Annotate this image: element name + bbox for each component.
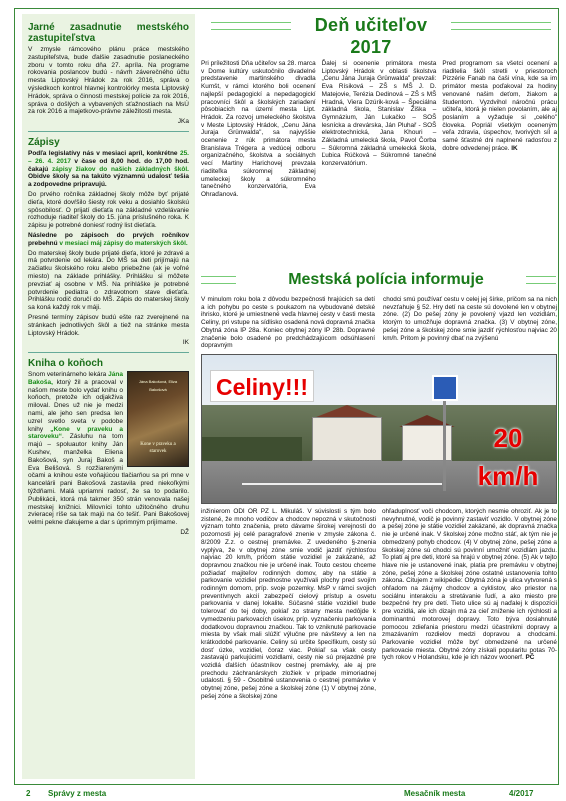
- police-col-2: chodci smú používať cestu v celej jej šírke, pričom sa na nich nevzťahuje § 52. Hry detí na ceste sú dovolené len v obytnej zóne. (2) Do pešej zóny je povolený vjazd len vozidlám, ktorým to umožňuje dopravná značka. (3) V obytnej zóne, pešej zóne a školskej zóne smie jazdiť rýchlosťou najviac 20 km/h. Pritom je povinný dbať na zvýšenú: [383, 296, 557, 342]
- photo-label-speed: 20 km/h: [477, 423, 539, 491]
- photo-label-celiny: Celiny!!!: [210, 370, 314, 402]
- police-title: Mestská polícia informuje: [288, 271, 484, 288]
- title-decoration: [201, 276, 236, 284]
- teachers-col-1: Pri príležitosti Dňa učiteľov sa 28. marca v Dome kultúry uskutočnilo divadelné predstavenie martinského divadla Kumšt, v rámci ktorého boli ocenení najlepší pedagogickí a nepedagogickí pracovníci škôl a školských zariadení pôsobiacich na území mesta Lipt. Hrádok. Za rozvoj umeleckého školstva v Meste Liptovský Hrádok, „Cenu Jána Juraja Grünwalda", sa najvyššie ocenenie z rúk primátora mesta Branislava Trégera a vedúcej odboru organizačného, školstva a sociálnych vecí Martiny Harichovej prevzala riaditeľka súkromnej základnej umeleckej školy a súkromného tanečného konzervatória, Eva Ohraďanová.: [201, 60, 316, 198]
- photo-house: [312, 417, 382, 461]
- enrollment-p4: Do materskej školy bude prijaté dieťa, ktoré je zdravé a má potvrdenie od lekára. Do MŠ sa deti prijímajú na začiatku školského roku alebo priebežne (ak je voľné miesto) na základe prihlášky. Prihlášku si môžete prevziať aj osobne v MŠ. Na prihláške je potrebné potvrdenie pediatra o zdravotnom stave dieťaťa. Prihlášku rodič doručí do MŠ. Zápis do materskej školy sa koná každý rok v máji.: [28, 249, 189, 312]
- teachers-col-2: Ďalej si ocenenie primátora mesta Liptovský Hrádok v oblasti školstva „Cenu Jána Juraja Grünwalda" prevzali: Eva Rísiková – ZŠ s MŠ J. D. Matejovie, Terézia Dedinová – ZŠ s MŠ Hradná, Viera Dzúrik-ková – Špeciálna základná škola, Stanislav Žiška – Gymnázium, Ján Lukačko – SOŠ lesnícka a drevárska, Ján Pluhař - SOŠ elektrotechnická, Jana Khouri – Základná umelecká škola, Pavol Čorba – Súkromná základná umelecká škola, Ľubica Rúčková – Súkromné tanečné konzervatórium.: [321, 60, 437, 168]
- enroll-intro-c: v čase od 8,00 hod. do 17,00 hod. čakajú: [28, 157, 189, 173]
- enrollment-p3: [28, 232, 189, 248]
- title-decoration: [211, 22, 291, 30]
- enroll-date: 25. – 26. 4. 2017: [28, 149, 189, 165]
- page-footer: [14, 786, 559, 801]
- enrollment-p2: Do prvého ročníka základnej školy môže byť prijaté dieťa, ktoré dovŕšilo šiesty rok veku a dosiahlo školskú spôsobilosť. O prijatí dieťaťa na základné vzdelávanie rozhoduje riaditeľ školy do 15. júna príslušného roka. K zápisu je potrebné doniesť rodný list dieťaťa.: [28, 190, 189, 230]
- footer-right-title: Mesačník mesta: [404, 789, 466, 798]
- enroll-p3-a: Následne po zápisoch do prvých ročníkov prebehnú: [28, 231, 189, 247]
- enroll-p3-b: v mesiaci máj zápisy do materských škôl.: [59, 239, 188, 247]
- enroll-intro-a: Podľa legislatívy nás v mesiaci apríl, konkrétne: [28, 149, 180, 157]
- separator: [28, 131, 189, 132]
- enroll-schools: zápisy žiakov do našich základných škôl.: [52, 165, 189, 173]
- footer-issue: 4/2017: [509, 789, 534, 798]
- police-bottom-col-2-text: ohľaduplnosť voči chodcom, ktorých nesmie ohroziť. Ak je to nevyhnutné, vodič je povinný zastaviť vozidlo. V obytnej zóne a pešej zóne je státie vozidiel zakázané, ak dopravná značka nie je určené inak. V školskej zóne možno stáť, ak tým nie je obmedzený pohyb chodcov. (4) V obytnej zóne, pešej zóne a školskej zóne sú chodci sú povinní umožniť vozidlám jazdu. To platí aj pre deti, ktoré sa hrajú v obytnej zóne. (5) Ak v tejto hlave nie je ustanovené inak, platia pre premávku v obytnej zóne, pešej zóne a školskej zóne ostatné ustanovenia tohto zákona. Citujem z wikipédie: Obytná zóna je ulica vytvorená s ohľadom na záujmy chodcov a cyklistov, ako priestor na sociálnu interakciu a stretávanie ľudí, a ako miesto pre bezpečné hry pre detí. Tieto ulice sú aj naďalej k dispozícii pre vozidlá, ale ich dizajn má za cieľ zníženie ich rýchlosti a dominantnú motorovej dopravy. Toto býva dosiahnuté pomocou zdieľania priestoru medzi účastníkmi dopravy a zmazávaním rozdielov medzi dopravou a chodcami. Parkovanie vozidiel môže byť obmedzené na určené parkovacie miesta. Obytné zóny získali popularitu potas 70-tych rokov v Holandsku, kde je ich názov woonerf.: [382, 508, 557, 662]
- photo-road-line: [242, 483, 442, 485]
- section-title-council: Jarné zasadnutie mestského zastupiteľstva: [28, 22, 189, 44]
- book-text-e: . Zásluhu na tom majú – spoluautor knihy Ján Kushev, manželka Eliena Bakošová, syn Juraj Bakoš a Eva Belišová. S rozžiarenými očami a knihou este voňajúcou tlačiarňou sa pri mne v kancelárii pani Bakošová zastavila pred niekoľkými týždňami. Malá upriamni radosť, že sa to podarilo. Publikácii, ktorá má takmer 350 strán venovala našej mestskej knižnici. Milovníci tohto užitočného druhu zvieracej ríše sa tak majú na čo tešiť. Pani Bakošovej velmi pekne ďakujeme a dar s úprimným prijímame.: [28, 433, 189, 527]
- enrollment-signature: IK: [182, 339, 189, 347]
- police-article-bottom: [201, 508, 557, 701]
- teachers-col-3-text: Pred programom sa všetci ocenení a riaditelia škôl stretli v priestoroch Pizzérie Fanab na čaši vína, kde sa im primátor mesta poďakoval za hodiny venované našim deťom, žiakom a študentom. Vyzdvihol náročnú prácu učiteľa, ktorá je nielen povolaním, ale aj poslaním a vyžaduje si „celého" človeka. Popriál všetkým oceneným veľa zdravia, úspechov, tvorivých síl a samé šťastné dni naplnené radosťou z dobre odvedenej práce.: [442, 60, 558, 152]
- council-signature: JKa: [177, 118, 189, 126]
- enrollment-p5: Presné termíny zápisov budú ešte raz zverejnené na stránkach jednotlivých škôl a tiež na stránke mesta Liptovský Hrádok.: [28, 313, 189, 337]
- separator: [28, 352, 189, 353]
- book-section: [28, 371, 189, 539]
- book-cover-author: Jána Bakošová, Eliza Bakošová: [138, 379, 178, 392]
- section-title-enrollment: Zápisy: [28, 136, 60, 148]
- page-number: 2: [26, 789, 31, 798]
- book-cover-title: Kone v praveku a starovek: [140, 441, 176, 455]
- left-sidebar: [22, 14, 195, 779]
- title-decoration: [451, 22, 551, 30]
- police-article-top: [201, 296, 557, 350]
- residential-zone-sign-icon: [432, 375, 458, 401]
- enroll-intro-e: Obidve školy sa na takúto významnú udalosť tešia a zodpovedne pripravujú.: [28, 173, 189, 189]
- teachers-col-3: [442, 60, 557, 199]
- police-bottom-col-2: [382, 508, 557, 701]
- teachers-day-title: Deň učiteľov 2017: [314, 15, 428, 57]
- police-col-1: V minulom roku bola z dôvodu bezpečnosti hrajúcich sa detí a ich pohybu po ceste s poukazom na vybudované detské ihrisko, ktoré je umiestnené veďa hlavnej cesty v časti mesta Celiny, pri vstupe na sídlisko osadená nová dopravná značka Obytná zóna IP 28a. Koniec obytnej zóny IP 28b. Dopravné značenie bolo osadené po predchádzajúcom odsúhlasení dopravným: [201, 296, 375, 350]
- police-bottom-col-1: inžinierom ODI OR PZ L. Mikuláš. V súvislosti s tým bolo zistené, že mnoho vodičov a chodcov nepozná v skutočnosti význam tohto značenia, preto dávame širokej verejnosti do pozornosti jej celé paragrafové znenie v zmysle zákona č. 8/2009 Z.z. o cestnej premávke. Z uvedeného §-znenia vyplýva, že v obytnej zóne smie vodič jazdiť rýchlosťou najviac 20 km/h, pričom státie vozidiel je zakázané, až dopravnou značkou nie je určené inak. Touto cestou chceme požiadať majiteľov rodinných domov, aby na státie a parkovanie vozidiel prednostne využívali plochy pred svojím rodinným domom, príp. svoje pozemky. MsP v rámci svojich preventívnych akcií zabezpečí cielový prístup a osvetu parkovania v danej lokalite. Súčasné státie vozidiel bude tolerovať do tej doby, pokiaľ zo strany mesta nedôjde k vymedzeniu parkovacích úsekov, príp. vyznačeniu parkovania dodatkovou dopravnou značkou. Tak to vzniknuté parkovacie miesta by však mali slúžiť výlučne pre návštevy a len na krátkodobé parkovanie. Celiny sú určite špecifikum, cesty sú dosť úzke, vozidiel, čoraz viac. Pokiaľ sa však cesty zastavajú parkujúcimi vozidlami, cesty nie sú prejazdné pre vozidlá ďalších účastníkov cestnej premávky, ale aj pre prechodu záchranárskych zložiek v prípade mimoriadnej udalosti. § 59 - Osobitné ustanovenia o cestnej premávke v obytnej zóne, pešej zóne a školskej zóne (1) V obytnej zóne, pešej zóne a školskej zóne: [201, 508, 377, 700]
- book-cover-image: [127, 371, 189, 467]
- book-author-name: Jána Bakoša,: [28, 371, 123, 386]
- title-decoration: [526, 276, 556, 284]
- book-title-text: „Kone v praveku a staroveku“: [28, 425, 123, 441]
- book-text-a: Snom veterinárneho lekára: [28, 371, 109, 379]
- book-signature: DŽ: [180, 529, 189, 537]
- street-photo: [201, 354, 557, 504]
- sign-pole: [443, 401, 446, 491]
- police-signature: PČ: [525, 654, 535, 662]
- teachers-article: [201, 60, 557, 199]
- teachers-signature: IK: [511, 144, 518, 152]
- footer-left-title: Správy z mesta: [48, 789, 107, 798]
- council-text: V zmysle rámcového plánu práce mestského zastupiteľstva, bude ďalšie zasadnutie poslaneckého zboru v tomto roku dňa 27. apríla. Na programe rokovania poslancov budú - návrh záverečného účtu mesta Liptovský Hrádok za rok 2016, správa o výsledkoch kontrol hlavnej kontrolórky mesta Liptovský Hrádok, správa o činnosti mestskej polície za rok 2016, správa o došlých a vybavených sťažnostiach na MsÚ za rok 2016 a majetkovo-právne záležitosti mesta.: [28, 46, 189, 116]
- book-text-c: ktorý žil a pracoval v našom meste bolo vydať knihu o koňoch, pretože ich odjakživa miloval. Dnes už nie je medzi nami, ale jeho sen predsa len uzrel svetlo sveta v podobe knihy: [28, 378, 123, 433]
- section-title-book: Kniha o koňoch: [28, 358, 103, 370]
- enrollment-intro: [28, 150, 189, 189]
